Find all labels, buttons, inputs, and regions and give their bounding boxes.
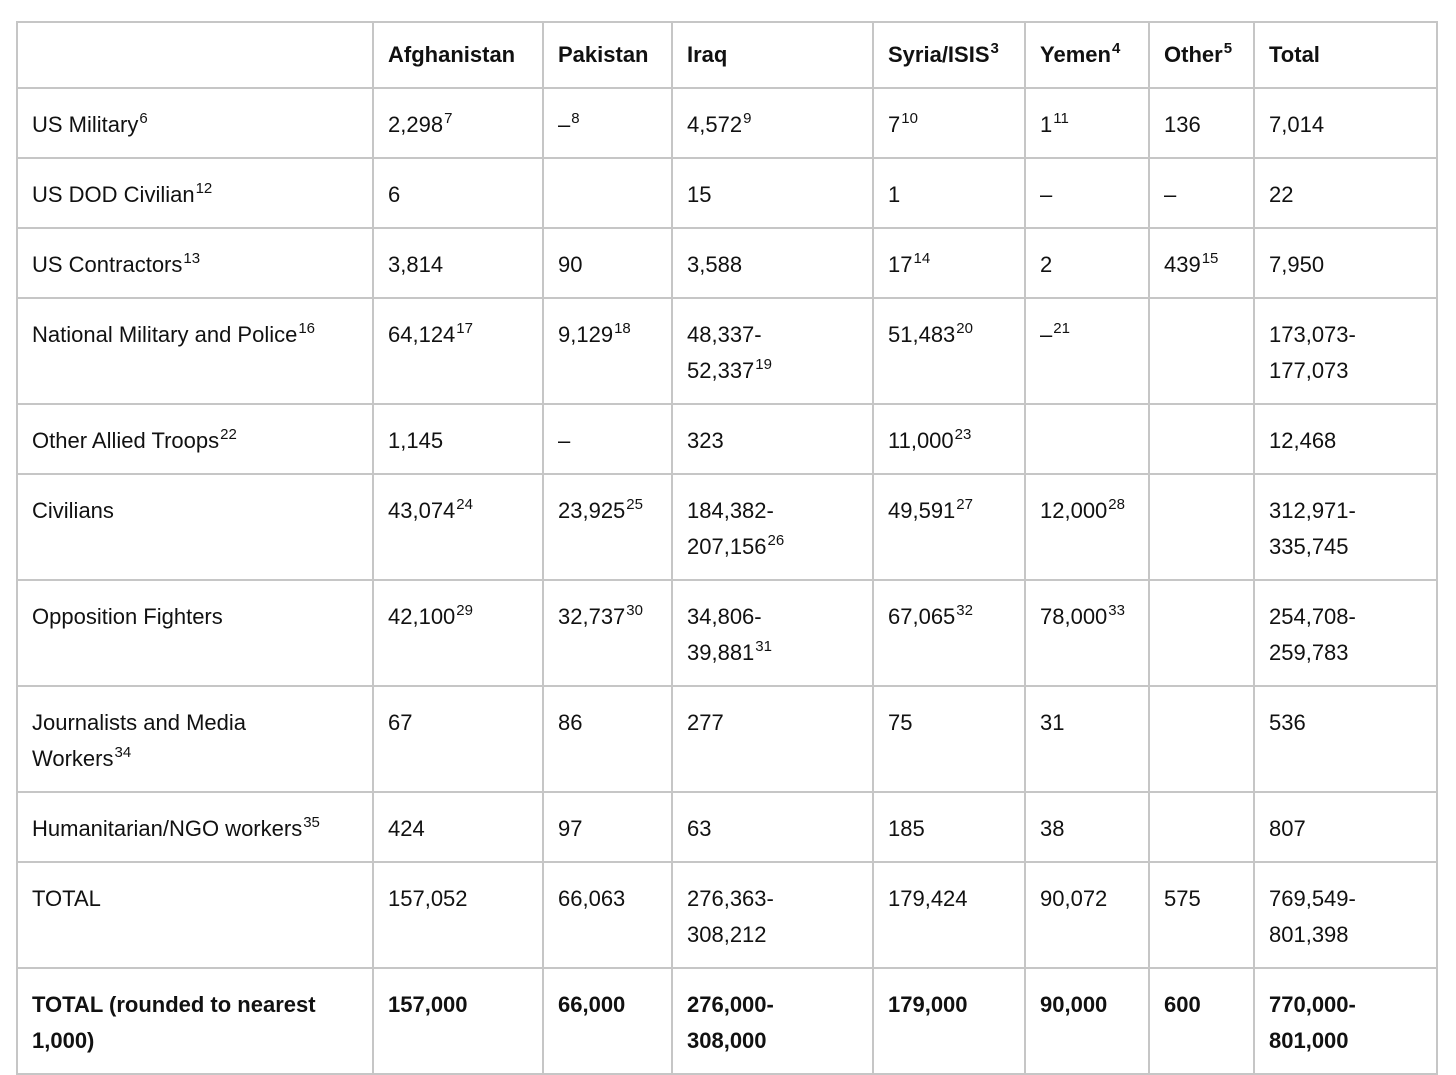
cell-text: – xyxy=(558,428,571,453)
cell-syria-isis xyxy=(873,298,1025,404)
cell-iraq xyxy=(672,88,873,158)
cell-text: 90,000 xyxy=(1040,992,1108,1017)
cell-iraq xyxy=(672,580,873,686)
cell-syria-isis xyxy=(873,792,1025,862)
cell-text: Humanitarian/NGO workers xyxy=(32,816,303,841)
cell-syria-isis xyxy=(873,686,1025,792)
footnote-ref: 18 xyxy=(614,320,631,337)
row-label xyxy=(17,862,373,968)
cell-total xyxy=(1254,474,1437,580)
cell-text: 4,572 xyxy=(687,112,743,137)
footnote-ref: 11 xyxy=(1053,110,1069,127)
cell-text: 90,072 xyxy=(1040,886,1108,911)
cell-text: 43,074 xyxy=(388,498,456,523)
cell-text: 536 xyxy=(1269,710,1306,735)
cell-syria-isis xyxy=(873,862,1025,968)
cell-text: 276,000- xyxy=(687,992,774,1017)
cell-text: 259,783 xyxy=(1269,640,1349,665)
cell-other xyxy=(1149,968,1254,1074)
cell-other xyxy=(1149,862,1254,968)
cell-text: 78,000 xyxy=(1040,604,1108,629)
cell-other xyxy=(1149,474,1254,580)
cell-other xyxy=(1149,228,1254,298)
table-row-civilians xyxy=(17,474,1437,580)
cell-yemen xyxy=(1025,298,1149,404)
cell-text: 308,212 xyxy=(687,922,767,947)
cell-text: TOTAL xyxy=(32,886,101,911)
footnote-ref: 31 xyxy=(755,638,772,655)
cell-text: 22 xyxy=(1269,182,1294,207)
footnote-ref: 10 xyxy=(901,110,918,127)
footnote-ref: 20 xyxy=(956,320,973,337)
footnote-ref: 29 xyxy=(456,602,473,619)
cell-text: 1 xyxy=(888,182,901,207)
cell-total xyxy=(1254,792,1437,862)
cell-other xyxy=(1149,404,1254,474)
cell-text: 157,000 xyxy=(388,992,468,1017)
cell-text: 67,065 xyxy=(888,604,956,629)
cell-text: US Contractors xyxy=(32,252,183,277)
cell-pakistan xyxy=(543,158,672,228)
footnote-ref: 27 xyxy=(956,496,973,513)
row-label xyxy=(17,686,373,792)
header-syria-isis xyxy=(873,22,1025,88)
cell-text: 335,745 xyxy=(1269,534,1349,559)
footnote-ref: 26 xyxy=(767,532,785,549)
footnote-ref: 17 xyxy=(456,320,473,337)
header-total xyxy=(1254,22,1437,88)
cell-text: 323 xyxy=(687,428,724,453)
footnote-ref: 5 xyxy=(1223,40,1233,57)
cell-afghanistan xyxy=(373,404,543,474)
footnote-ref: 21 xyxy=(1053,320,1070,337)
cell-text: 7,950 xyxy=(1269,252,1325,277)
cell-iraq xyxy=(672,792,873,862)
footnote-ref: 16 xyxy=(298,320,316,337)
cell-text: 17 xyxy=(888,252,913,277)
footnote-ref: 3 xyxy=(990,40,999,57)
cell-afghanistan xyxy=(373,792,543,862)
cell-pakistan xyxy=(543,792,672,862)
cell-text: 277 xyxy=(687,710,724,735)
cell-text: – xyxy=(1040,322,1053,347)
row-label xyxy=(17,404,373,474)
cell-text: 3,588 xyxy=(687,252,743,277)
cell-text: 97 xyxy=(558,816,583,841)
cell-text: – xyxy=(1164,182,1177,207)
header-other xyxy=(1149,22,1254,88)
footnote-ref: 7 xyxy=(444,110,453,127)
cell-total xyxy=(1254,862,1437,968)
cell-other xyxy=(1149,158,1254,228)
cell-text: 51,483 xyxy=(888,322,956,347)
cell-text: 600 xyxy=(1164,992,1201,1017)
cell-text: 312,971- xyxy=(1269,498,1356,523)
footnote-ref: 9 xyxy=(743,110,752,127)
cell-text: 11,000 xyxy=(888,428,954,453)
cell-text: 276,363- xyxy=(687,886,774,911)
cell-other xyxy=(1149,580,1254,686)
cell-text: 184,382- xyxy=(687,498,774,523)
footnote-ref: 8 xyxy=(571,110,580,127)
cell-afghanistan xyxy=(373,862,543,968)
cell-text: 12,000 xyxy=(1040,498,1108,523)
cell-text: Iraq xyxy=(687,42,728,67)
cell-yemen xyxy=(1025,968,1149,1074)
cell-text: 49,591 xyxy=(888,498,956,523)
footnote-ref: 14 xyxy=(913,250,931,267)
cell-text: Syria/ISIS xyxy=(888,42,990,67)
cell-text: Civilians xyxy=(32,498,114,523)
header-afghanistan xyxy=(373,22,543,88)
cell-text: 66,063 xyxy=(558,886,626,911)
cell-text: 7,014 xyxy=(1269,112,1325,137)
table-row-journalists-media-workers xyxy=(17,686,1437,792)
cell-text: 6 xyxy=(388,182,401,207)
cell-text: 575 xyxy=(1164,886,1201,911)
cell-pakistan xyxy=(543,88,672,158)
cell-pakistan xyxy=(543,968,672,1074)
table-row-us-military xyxy=(17,88,1437,158)
cell-syria-isis xyxy=(873,968,1025,1074)
cell-text: 12,468 xyxy=(1269,428,1337,453)
cell-pakistan xyxy=(543,228,672,298)
cell-text: 9,129 xyxy=(558,322,614,347)
footnote-ref: 35 xyxy=(303,814,320,831)
cell-text: 1 xyxy=(1040,112,1053,137)
footnote-ref: 19 xyxy=(755,356,772,373)
cell-text: 67 xyxy=(388,710,413,735)
cell-total xyxy=(1254,580,1437,686)
cell-text: 64,124 xyxy=(388,322,456,347)
cell-text: US DOD Civilian xyxy=(32,182,195,207)
cell-text: 769,549- xyxy=(1269,886,1356,911)
footnote-ref: 13 xyxy=(183,250,201,267)
cell-text: – xyxy=(1040,182,1053,207)
cell-text: 75 xyxy=(888,710,913,735)
cell-text: – xyxy=(558,112,571,137)
table-row-us-dod-civilian xyxy=(17,158,1437,228)
cell-total xyxy=(1254,298,1437,404)
cell-text: 63 xyxy=(687,816,712,841)
footnote-ref: 24 xyxy=(456,496,473,513)
cell-iraq xyxy=(672,862,873,968)
row-label xyxy=(17,580,373,686)
cell-text: 42,100 xyxy=(388,604,456,629)
cell-afghanistan xyxy=(373,474,543,580)
cell-yemen xyxy=(1025,88,1149,158)
table-row-other-allied-troops xyxy=(17,404,1437,474)
cell-afghanistan xyxy=(373,580,543,686)
header-pakistan xyxy=(543,22,672,88)
cell-text: 1,145 xyxy=(388,428,444,453)
cell-other xyxy=(1149,88,1254,158)
cell-yemen xyxy=(1025,228,1149,298)
cell-yemen xyxy=(1025,474,1149,580)
cell-text: US Military xyxy=(32,112,139,137)
cell-text: 807 xyxy=(1269,816,1306,841)
cell-yemen xyxy=(1025,158,1149,228)
footnote-ref: 4 xyxy=(1111,40,1121,57)
cell-text: Workers xyxy=(32,746,114,771)
cell-afghanistan xyxy=(373,298,543,404)
cell-pakistan xyxy=(543,862,672,968)
cell-afghanistan xyxy=(373,158,543,228)
cell-other xyxy=(1149,686,1254,792)
cell-pakistan xyxy=(543,404,672,474)
footnote-ref: 25 xyxy=(626,496,643,513)
header-yemen xyxy=(1025,22,1149,88)
cell-text: 2 xyxy=(1040,252,1053,277)
row-label xyxy=(17,228,373,298)
cell-text: 48,337- xyxy=(687,322,762,347)
cell-syria-isis xyxy=(873,158,1025,228)
header-iraq xyxy=(672,22,873,88)
footnote-ref: 22 xyxy=(220,426,237,443)
table-row-total-rounded xyxy=(17,968,1437,1074)
row-label xyxy=(17,88,373,158)
cell-pakistan xyxy=(543,474,672,580)
cell-yemen xyxy=(1025,686,1149,792)
cell-text: 439 xyxy=(1164,252,1201,277)
cell-text: 66,000 xyxy=(558,992,626,1017)
cell-text: 179,000 xyxy=(888,992,968,1017)
cell-text: 177,073 xyxy=(1269,358,1349,383)
cell-text: Opposition Fighters xyxy=(32,604,223,629)
header-row xyxy=(17,22,1437,88)
cell-syria-isis xyxy=(873,228,1025,298)
cell-text: 254,708- xyxy=(1269,604,1356,629)
cell-total xyxy=(1254,968,1437,1074)
cell-text: 179,424 xyxy=(888,886,968,911)
cell-afghanistan xyxy=(373,88,543,158)
cell-afghanistan xyxy=(373,968,543,1074)
cell-afghanistan xyxy=(373,686,543,792)
casualties-table xyxy=(16,21,1438,1075)
cell-iraq xyxy=(672,158,873,228)
table-row-opposition-fighters xyxy=(17,580,1437,686)
cell-text: 173,073- xyxy=(1269,322,1356,347)
cell-text: Afghanistan xyxy=(388,42,516,67)
cell-text: 15 xyxy=(687,182,712,207)
cell-text: 23,925 xyxy=(558,498,626,523)
cell-pakistan xyxy=(543,580,672,686)
header-row-label xyxy=(17,22,373,88)
cell-text: 801,000 xyxy=(1269,1028,1349,1053)
cell-text: 424 xyxy=(388,816,425,841)
cell-iraq xyxy=(672,298,873,404)
cell-iraq xyxy=(672,404,873,474)
footnote-ref: 33 xyxy=(1108,602,1125,619)
cell-text: 3,814 xyxy=(388,252,444,277)
footnote-ref: 12 xyxy=(195,180,213,197)
table-row-us-contractors xyxy=(17,228,1437,298)
cell-other xyxy=(1149,298,1254,404)
cell-iraq xyxy=(672,968,873,1074)
cell-text: 90 xyxy=(558,252,583,277)
footnote-ref: 34 xyxy=(114,744,132,761)
cell-yemen xyxy=(1025,404,1149,474)
cell-iraq xyxy=(672,228,873,298)
cell-text: 801,398 xyxy=(1269,922,1349,947)
cell-text: 157,052 xyxy=(388,886,468,911)
cell-text: 39,881 xyxy=(687,640,755,665)
cell-syria-isis xyxy=(873,474,1025,580)
cell-syria-isis xyxy=(873,88,1025,158)
cell-text: Other xyxy=(1164,42,1223,67)
cell-text: 86 xyxy=(558,710,583,735)
cell-text: 185 xyxy=(888,816,925,841)
cell-yemen xyxy=(1025,580,1149,686)
footnote-ref: 15 xyxy=(1201,250,1219,267)
cell-text: 770,000- xyxy=(1269,992,1356,1017)
cell-text: 136 xyxy=(1164,112,1201,137)
table-row-national-military-police xyxy=(17,298,1437,404)
table-row-humanitarian-ngo-workers xyxy=(17,792,1437,862)
cell-text: TOTAL (rounded to nearest xyxy=(32,992,316,1017)
cell-text: Other Allied Troops xyxy=(32,428,220,453)
cell-syria-isis xyxy=(873,404,1025,474)
cell-text: 2,298 xyxy=(388,112,444,137)
cell-yemen xyxy=(1025,792,1149,862)
footnote-ref: 23 xyxy=(954,426,972,443)
cell-text: 1,000) xyxy=(32,1028,95,1053)
cell-other xyxy=(1149,792,1254,862)
cell-syria-isis xyxy=(873,580,1025,686)
cell-text: 32,737 xyxy=(558,604,626,629)
cell-text: Total xyxy=(1269,42,1320,67)
cell-text: 7 xyxy=(888,112,901,137)
cell-iraq xyxy=(672,686,873,792)
cell-total xyxy=(1254,404,1437,474)
cell-text: 31 xyxy=(1040,710,1065,735)
cell-text: 308,000 xyxy=(687,1028,767,1053)
cell-afghanistan xyxy=(373,228,543,298)
cell-text: Pakistan xyxy=(558,42,649,67)
cell-text: 38 xyxy=(1040,816,1065,841)
cell-text: 34,806- xyxy=(687,604,762,629)
cell-pakistan xyxy=(543,298,672,404)
cell-text: Journalists and Media xyxy=(32,710,247,735)
cell-text: National Military and Police xyxy=(32,322,298,347)
cell-total xyxy=(1254,686,1437,792)
cell-total xyxy=(1254,158,1437,228)
table-body xyxy=(17,88,1437,1074)
row-label xyxy=(17,298,373,404)
cell-text: 207,156 xyxy=(687,534,767,559)
row-label xyxy=(17,792,373,862)
cell-total xyxy=(1254,228,1437,298)
footnote-ref: 30 xyxy=(626,602,643,619)
footnote-ref: 28 xyxy=(1108,496,1125,513)
footnote-ref: 6 xyxy=(139,110,148,127)
cell-yemen xyxy=(1025,862,1149,968)
footnote-ref: 32 xyxy=(956,602,973,619)
table-row-total xyxy=(17,862,1437,968)
cell-text: Yemen xyxy=(1040,42,1111,67)
cell-total xyxy=(1254,88,1437,158)
row-label xyxy=(17,968,373,1074)
cell-text: 52,337 xyxy=(687,358,755,383)
row-label xyxy=(17,158,373,228)
row-label xyxy=(17,474,373,580)
cell-pakistan xyxy=(543,686,672,792)
cell-iraq xyxy=(672,474,873,580)
